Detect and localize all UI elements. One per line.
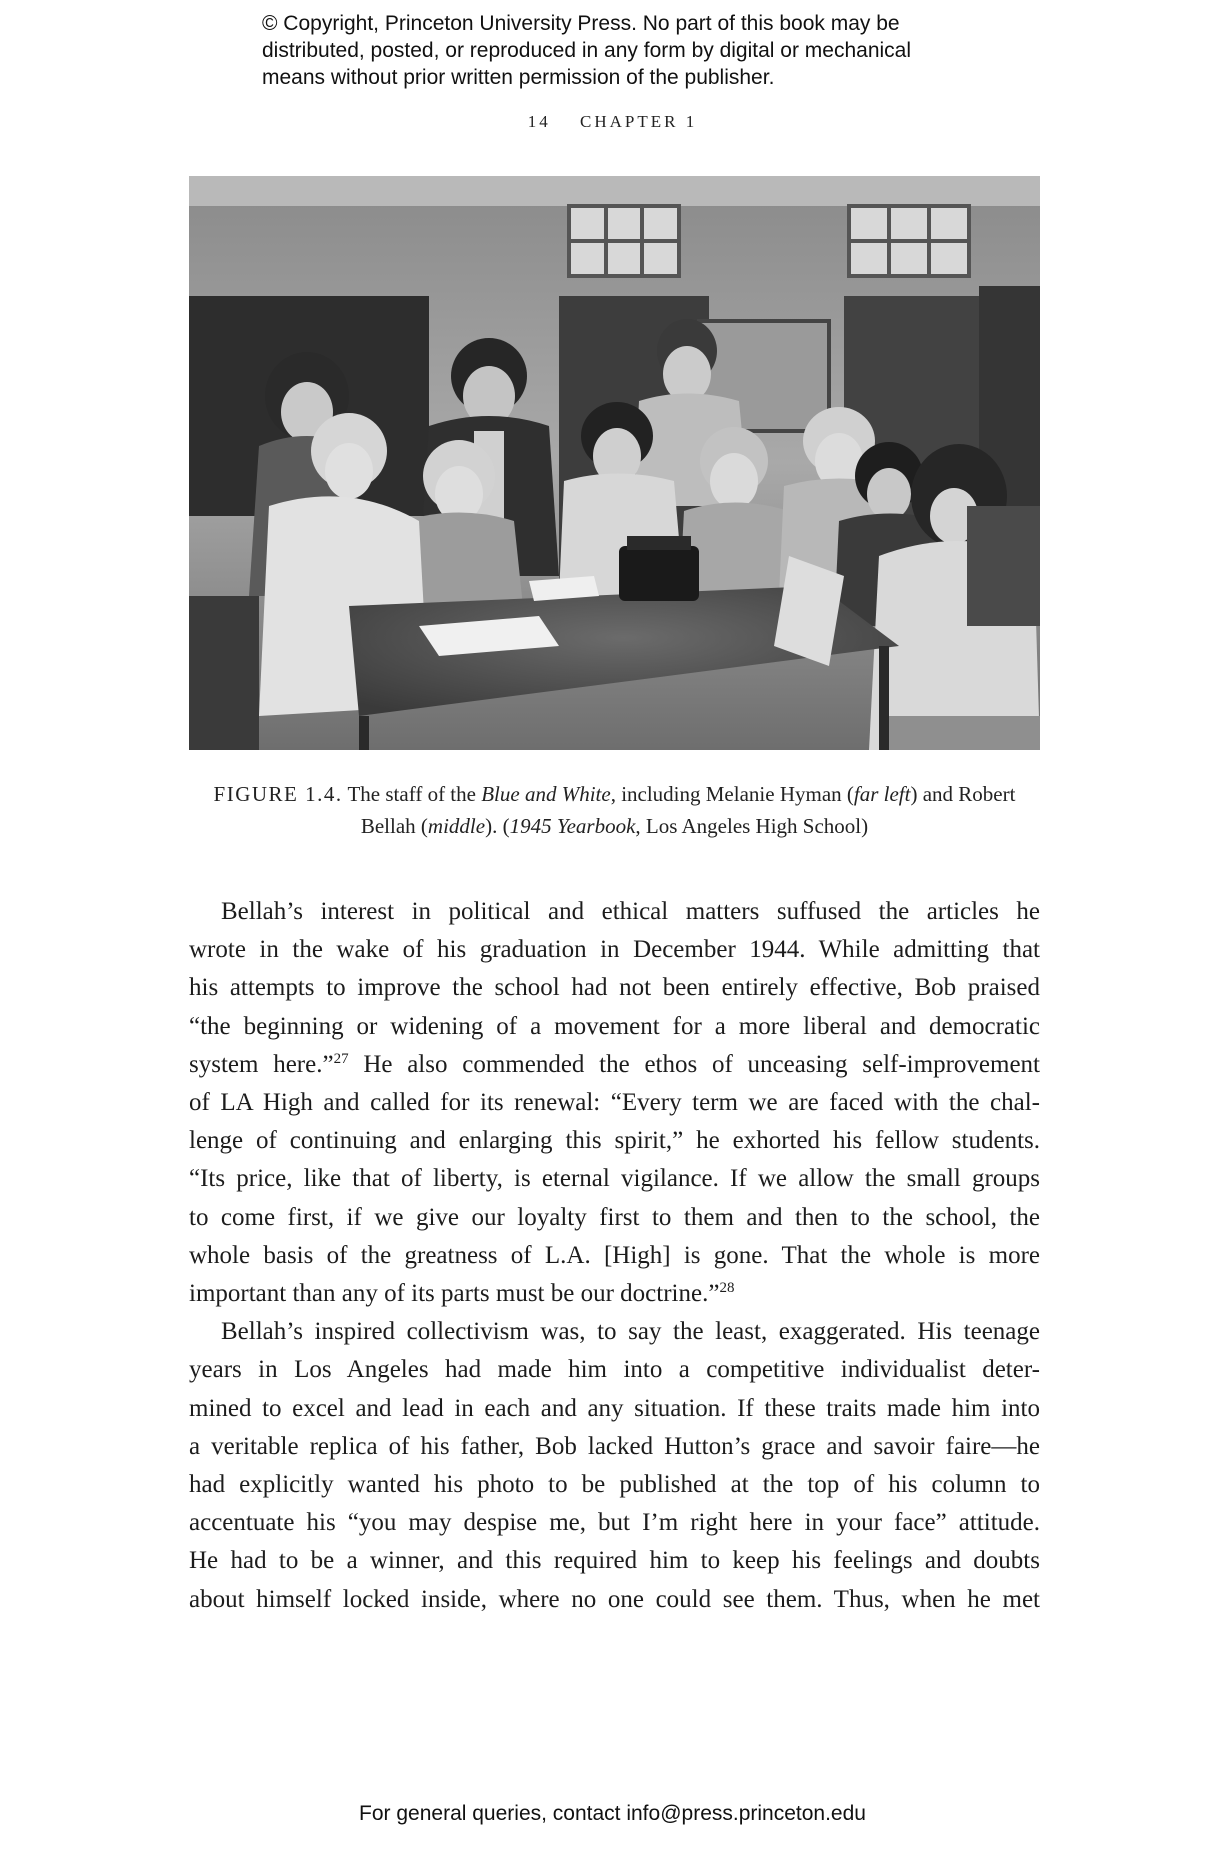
paragraph-line: “Its price, like that of liberty, is eternal vigilance. If we allow the small groups <box>189 1165 1040 1193</box>
paragraph-line: had explicitly wanted his photo to be published at the top of his column to <box>189 1471 1040 1499</box>
page-number: 14 <box>527 112 551 131</box>
paragraph-line: accentuate his “you may despise me, but I’m right here in your face” attitude. <box>189 1509 1040 1537</box>
caption-line-1 <box>189 778 1040 810</box>
caption-line-2 <box>189 810 1040 842</box>
caption-italic: 1945 Yearbook <box>509 814 636 838</box>
caption-text: Bellah ( <box>360 814 428 838</box>
paragraph-line: He had to be a winner, and this required him to keep his feelings and doubts <box>189 1547 1040 1575</box>
caption-text: , including Melanie Hyman ( <box>610 782 854 806</box>
paragraph-line: “the beginning or widening of a movement for a more liberal and democratic <box>189 1012 1040 1040</box>
copyright-line: means without prior written permission of the publisher. <box>262 66 775 89</box>
line-segment: system here.” <box>189 1050 334 1078</box>
paragraph-line: whole basis of the greatness of L.A. [High] is gone. That the whole is more <box>189 1241 1040 1269</box>
paragraph-line: a veritable replica of his father, Bob lacked Hutton’s grace and savoir faire—he <box>189 1432 1040 1460</box>
paragraph-line: lenge of continuing and enlarging this spirit,” he exhorted his fellow students. <box>189 1127 1040 1155</box>
paragraph-line: wrote in the wake of his graduation in December 1944. While admitting that <box>189 936 1040 964</box>
caption-italic: far left <box>853 782 911 806</box>
students-photo-illustration <box>189 176 1040 750</box>
caption-text: , Los Angeles High School) <box>635 814 869 838</box>
paragraph-line: to come first, if we give our loyalty first to them and then to the school, the <box>189 1203 1040 1231</box>
footer-contact: For general queries, contact info@press.princeton.edu <box>359 1802 866 1825</box>
line-segment: important than any of its parts must be our doctrine.” <box>189 1280 720 1308</box>
figure-label: FIGURE 1.4. <box>213 782 343 806</box>
paragraph-line: Bellah’s inspired collectivism was, to say the least, exaggerated. His teenage <box>221 1318 1040 1346</box>
paragraph-line: his attempts to improve the school had not been entirely effective, Bob praised <box>189 974 1040 1002</box>
figure-caption <box>189 778 1040 842</box>
body-text <box>189 893 1040 1619</box>
caption-text: ). ( <box>485 814 510 838</box>
footnote-ref-28: 28 <box>719 1280 735 1297</box>
paragraph-line: of LA High and called for its renewal: “Every term we are faced with the chal- <box>189 1089 1040 1117</box>
paragraph-line <box>189 1046 1040 1084</box>
caption-italic: middle <box>427 814 486 838</box>
caption-text: The staff of the <box>342 782 482 806</box>
paragraph-line: Bellah’s interest in political and ethical matters suffused the articles he <box>221 898 1040 925</box>
caption-text: ) and Robert <box>910 782 1016 806</box>
copyright-notice <box>262 10 982 91</box>
running-head <box>0 112 1225 132</box>
copyright-line: © Copyright, Princeton University Press. No part of this book may be <box>262 12 900 35</box>
footnote-ref-27: 27 <box>333 1050 349 1067</box>
paragraph-line: mined to excel and lead in each and any situation. If these traits made him into <box>189 1394 1040 1422</box>
chapter-label: CHAPTER 1 <box>580 112 698 131</box>
paragraph-line <box>189 1275 1040 1313</box>
paragraph-line: about himself locked inside, where no one could see them. Thus, when he met <box>189 1585 1040 1613</box>
copyright-line: distributed, posted, or reproduced in any form by digital or mechanical <box>262 39 912 62</box>
figure-photo <box>189 176 1040 750</box>
line-segment: He also commended the ethos of unceasing self-improvement <box>348 1050 1040 1078</box>
paragraph-line: years in Los Angeles had made him into a competitive individualist deter- <box>189 1356 1040 1384</box>
caption-italic: Blue and White <box>481 782 611 806</box>
